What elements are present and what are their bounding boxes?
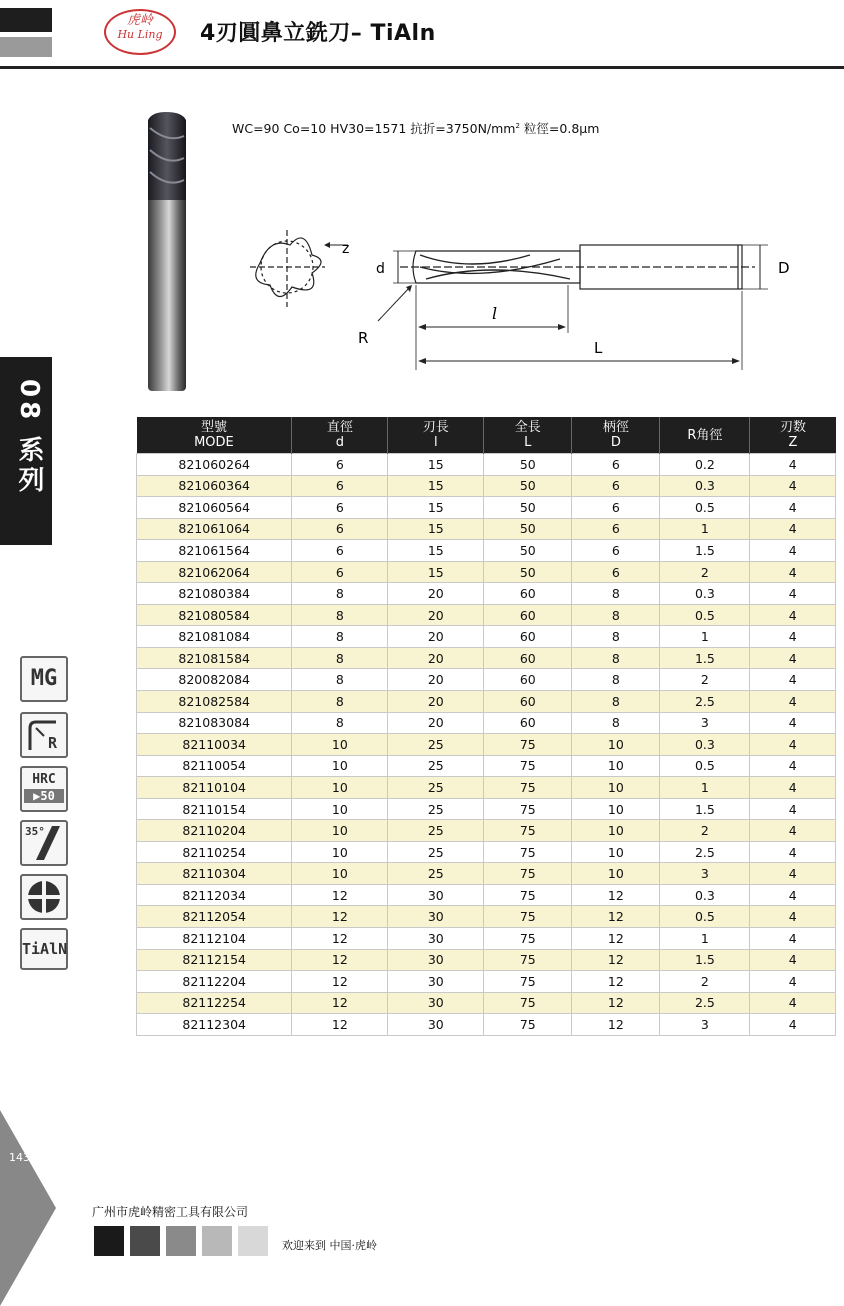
table-cell: 821060564 — [137, 497, 292, 519]
table-cell: 821061064 — [137, 518, 292, 540]
table-cell: 12 — [572, 906, 660, 928]
table-cell: 4 — [750, 971, 836, 993]
table-cell: 15 — [388, 497, 484, 519]
table-cell: 4 — [750, 647, 836, 669]
table-cell: 2 — [660, 669, 750, 691]
table-cell: 82112154 — [137, 949, 292, 971]
table-cell: 12 — [572, 949, 660, 971]
table-cell: 82112204 — [137, 971, 292, 993]
brand-logo — [104, 9, 176, 55]
table-cell: 75 — [484, 1014, 572, 1036]
angle-label: 35° — [25, 825, 45, 838]
column-header — [137, 417, 292, 454]
table-row — [137, 863, 836, 885]
table-row — [137, 949, 836, 971]
table-cell: 6 — [292, 454, 388, 476]
table-cell: 20 — [388, 604, 484, 626]
table-row — [137, 992, 836, 1014]
table-cell: 10 — [292, 755, 388, 777]
table-cell: 4 — [750, 454, 836, 476]
table-cell: 4 — [750, 992, 836, 1014]
table-cell: 8 — [292, 604, 388, 626]
color-swatch — [238, 1226, 268, 1256]
table-cell: 4 — [750, 669, 836, 691]
table-cell: 12 — [572, 992, 660, 1014]
table-cell: 8 — [292, 712, 388, 734]
table-row — [137, 518, 836, 540]
hrc-icon — [20, 766, 68, 812]
table-cell: 25 — [388, 863, 484, 885]
hrc-value: ▶50 — [24, 789, 64, 803]
table-cell: 4 — [750, 691, 836, 713]
table-cell: 8 — [292, 647, 388, 669]
table-cell: 3 — [660, 1014, 750, 1036]
company-name: 广州市虎岭精密工具有限公司 — [92, 1205, 249, 1219]
table-cell: 15 — [388, 540, 484, 562]
table-cell: 12 — [292, 884, 388, 906]
spec-text: WC=90 Co=10 HV30=1571 抗折=3750N/mm — [232, 121, 516, 136]
table-cell: 10 — [572, 820, 660, 842]
table-cell: 0.3 — [660, 884, 750, 906]
table-cell: 20 — [388, 626, 484, 648]
table-cell: 30 — [388, 992, 484, 1014]
table-cell: 12 — [292, 906, 388, 928]
column-header — [484, 417, 572, 454]
page-number: 143 — [9, 1151, 30, 1164]
table-body — [137, 454, 836, 1036]
table-cell: 6 — [572, 475, 660, 497]
table-cell: 4 — [750, 540, 836, 562]
page-number-tab — [0, 1110, 56, 1306]
table-cell: 3 — [660, 712, 750, 734]
table-cell: 60 — [484, 647, 572, 669]
table-cell: 8 — [292, 669, 388, 691]
table-cell: 821061564 — [137, 540, 292, 562]
table-cell: 12 — [292, 928, 388, 950]
column-header-cn: 刃数 — [779, 420, 806, 435]
table-cell: 0.5 — [660, 604, 750, 626]
table-cell: 821083084 — [137, 712, 292, 734]
table-cell: 8 — [572, 626, 660, 648]
table-cell: 12 — [572, 884, 660, 906]
table-cell: 20 — [388, 647, 484, 669]
table-cell: 10 — [292, 798, 388, 820]
four-flute-icon — [20, 874, 68, 920]
table-cell: 82110054 — [137, 755, 292, 777]
table-cell: 82110154 — [137, 798, 292, 820]
label-z: z — [342, 241, 350, 257]
table-row — [137, 734, 836, 756]
table-cell: 1.5 — [660, 540, 750, 562]
table-cell: 75 — [484, 928, 572, 950]
table-cell: 12 — [292, 992, 388, 1014]
tialn-coating-icon — [20, 928, 68, 970]
column-header — [572, 417, 660, 454]
table-cell: 82110254 — [137, 841, 292, 863]
table-row — [137, 497, 836, 519]
table-cell: 30 — [388, 928, 484, 950]
table-cell: 20 — [388, 669, 484, 691]
table-cell: 1.5 — [660, 949, 750, 971]
table-cell: 25 — [388, 755, 484, 777]
table-cell: 4 — [750, 863, 836, 885]
table-cell: 50 — [484, 561, 572, 583]
table-cell: 4 — [750, 518, 836, 540]
table-cell: 0.5 — [660, 906, 750, 928]
table-cell: 50 — [484, 540, 572, 562]
column-header-en: l — [433, 435, 438, 450]
column-header-cn: 全長 — [514, 420, 541, 435]
table-cell: 10 — [572, 841, 660, 863]
table-cell: 82110034 — [137, 734, 292, 756]
table-row — [137, 798, 836, 820]
label-d: d — [376, 261, 385, 277]
table-cell: 60 — [484, 669, 572, 691]
table-cell: 15 — [388, 454, 484, 476]
table-cell: 821082584 — [137, 691, 292, 713]
table-cell: 75 — [484, 755, 572, 777]
table-cell: 4 — [750, 583, 836, 605]
table-cell: 12 — [292, 971, 388, 993]
table-cell: 75 — [484, 971, 572, 993]
table-cell: 75 — [484, 777, 572, 799]
logo-en: Hu Ling — [117, 28, 163, 41]
table-row — [137, 691, 836, 713]
table-cell: 30 — [388, 1014, 484, 1036]
table-cell: 4 — [750, 604, 836, 626]
table-cell: 82112054 — [137, 906, 292, 928]
table-cell: 4 — [750, 928, 836, 950]
table-cell: 30 — [388, 884, 484, 906]
column-header-en: Z — [788, 435, 798, 450]
table-cell: 4 — [750, 949, 836, 971]
table-cell: 60 — [484, 626, 572, 648]
table-cell: 25 — [388, 777, 484, 799]
table-row — [137, 841, 836, 863]
table-cell: 8 — [292, 691, 388, 713]
column-header-en: D — [610, 435, 621, 450]
spec-grain: 粒徑=0.8μm — [519, 121, 600, 136]
table-cell: 60 — [484, 712, 572, 734]
table-row — [137, 906, 836, 928]
table-cell: 821081084 — [137, 626, 292, 648]
table-cell: 75 — [484, 906, 572, 928]
table-cell: 75 — [484, 884, 572, 906]
color-swatch — [94, 1226, 124, 1256]
end-mill-photo — [130, 108, 200, 396]
table-cell: 1 — [660, 777, 750, 799]
table-cell: 60 — [484, 604, 572, 626]
table-cell: 4 — [750, 841, 836, 863]
table-cell: 4 — [750, 712, 836, 734]
table-cell: 821080584 — [137, 604, 292, 626]
table-cell: 4 — [750, 561, 836, 583]
table-cell: 10 — [292, 734, 388, 756]
table-cell: 12 — [572, 928, 660, 950]
table-cell: 20 — [388, 691, 484, 713]
header-divider — [0, 66, 844, 69]
table-cell: 30 — [388, 949, 484, 971]
mg-grade-icon — [20, 656, 68, 702]
table-cell: 10 — [572, 798, 660, 820]
table-row — [137, 820, 836, 842]
table-cell: 0.3 — [660, 475, 750, 497]
table-row — [137, 583, 836, 605]
table-cell: 1.5 — [660, 647, 750, 669]
table-cell: 3 — [660, 863, 750, 885]
table-row — [137, 1014, 836, 1036]
table-cell: 12 — [292, 1014, 388, 1036]
table-cell: 2.5 — [660, 992, 750, 1014]
table-cell: 25 — [388, 841, 484, 863]
table-cell: 82110204 — [137, 820, 292, 842]
table-cell: 821060264 — [137, 454, 292, 476]
table-row — [137, 777, 836, 799]
color-swatch — [202, 1226, 232, 1256]
table-cell: 20 — [388, 712, 484, 734]
table-cell: 0.3 — [660, 734, 750, 756]
column-header-cn: R角徑 — [687, 427, 723, 443]
table-cell: 75 — [484, 734, 572, 756]
column-header — [388, 417, 484, 454]
table-cell: 6 — [292, 497, 388, 519]
helix-angle-icon — [20, 820, 68, 866]
table-cell: 8 — [572, 712, 660, 734]
table-cell: 2.5 — [660, 691, 750, 713]
logo-cn: 虎岭 — [126, 13, 153, 28]
table-cell: 82112254 — [137, 992, 292, 1014]
table-cell: 75 — [484, 949, 572, 971]
table-row — [137, 626, 836, 648]
table-cell: 6 — [572, 561, 660, 583]
label-L: L — [594, 339, 603, 357]
table-cell: 0.5 — [660, 497, 750, 519]
table-cell: 6 — [572, 454, 660, 476]
table-row — [137, 712, 836, 734]
table-row — [137, 561, 836, 583]
header-bar-grey — [0, 37, 52, 57]
side-view — [400, 245, 755, 289]
table-cell: 50 — [484, 497, 572, 519]
table-cell: 75 — [484, 841, 572, 863]
product-table — [136, 417, 836, 1036]
table-cell: 25 — [388, 798, 484, 820]
table-cell: 6 — [572, 518, 660, 540]
technical-drawing — [230, 215, 810, 385]
table-cell: 25 — [388, 820, 484, 842]
table-cell: 2 — [660, 971, 750, 993]
table-cell: 4 — [750, 475, 836, 497]
table-cell: 15 — [388, 561, 484, 583]
table-cell: 4 — [750, 884, 836, 906]
table-cell: 8 — [572, 691, 660, 713]
table-cell: 15 — [388, 518, 484, 540]
table-cell: 821081584 — [137, 647, 292, 669]
label-D: D — [778, 259, 790, 277]
corner-radius-icon — [20, 712, 68, 758]
end-view — [250, 230, 325, 307]
column-header-cn: 刃長 — [422, 420, 449, 435]
color-swatch — [166, 1226, 196, 1256]
table-cell: 25 — [388, 734, 484, 756]
column-header-en: MODE — [194, 435, 234, 450]
table-cell: 8 — [572, 647, 660, 669]
table-cell: 821060364 — [137, 475, 292, 497]
table-cell: 0.5 — [660, 755, 750, 777]
table-cell: 12 — [572, 971, 660, 993]
table-cell: 4 — [750, 626, 836, 648]
column-header-cn: 柄徑 — [602, 420, 629, 435]
table-cell: 2 — [660, 561, 750, 583]
table-header-row — [137, 417, 836, 454]
table-row — [137, 647, 836, 669]
table-cell: 10 — [572, 777, 660, 799]
table-cell: 10 — [292, 777, 388, 799]
series-label: 08 系列 — [14, 379, 44, 497]
table-cell: 4 — [750, 755, 836, 777]
table-row — [137, 669, 836, 691]
table-cell: 1 — [660, 928, 750, 950]
table-cell: 8 — [572, 583, 660, 605]
r-label: R — [48, 734, 58, 752]
table-cell: 6 — [292, 518, 388, 540]
label-l: l — [492, 304, 498, 323]
table-cell: 4 — [750, 1014, 836, 1036]
table-cell: 82110304 — [137, 863, 292, 885]
column-header-en: d — [335, 435, 344, 450]
column-header — [660, 417, 750, 454]
table-row — [137, 475, 836, 497]
column-header — [750, 417, 836, 454]
helix-glyph — [22, 822, 66, 864]
table-cell: 0.3 — [660, 583, 750, 605]
table-cell: 30 — [388, 971, 484, 993]
hrc-label: HRC — [32, 772, 56, 787]
table-cell: 75 — [484, 992, 572, 1014]
table-cell: 10 — [292, 841, 388, 863]
table-cell: 2 — [660, 820, 750, 842]
table-row — [137, 971, 836, 993]
tialn-label: TiAlN — [22, 940, 68, 958]
table-cell: 15 — [388, 475, 484, 497]
material-spec — [232, 119, 599, 137]
table-cell: 60 — [484, 583, 572, 605]
table-cell: 1.5 — [660, 798, 750, 820]
table-row — [137, 604, 836, 626]
table-row — [137, 540, 836, 562]
table-cell: 4 — [750, 906, 836, 928]
table-row — [137, 884, 836, 906]
table-cell: 0.2 — [660, 454, 750, 476]
page-title: 4刃圓鼻立銑刀– TiAln — [200, 21, 436, 46]
table-cell: 4 — [750, 798, 836, 820]
column-header-cn: 型號 — [200, 420, 227, 435]
series-side-tab — [0, 357, 52, 545]
table-cell: 10 — [572, 734, 660, 756]
table-cell: 10 — [292, 863, 388, 885]
table-row — [137, 454, 836, 476]
table-cell: 820082084 — [137, 669, 292, 691]
table-cell: 6 — [292, 540, 388, 562]
table-cell: 4 — [750, 734, 836, 756]
table-cell: 75 — [484, 798, 572, 820]
color-swatch — [130, 1226, 160, 1256]
table-cell: 2.5 — [660, 841, 750, 863]
table-cell: 50 — [484, 475, 572, 497]
table-cell: 50 — [484, 518, 572, 540]
table-cell: 821080384 — [137, 583, 292, 605]
table-cell: 6 — [572, 497, 660, 519]
table-row — [137, 755, 836, 777]
corner-radius-glyph — [22, 714, 66, 756]
table-cell: 10 — [572, 863, 660, 885]
welcome-text: 欢迎来到 中国·虎岭 — [282, 1239, 377, 1252]
table-cell: 1 — [660, 626, 750, 648]
table-cell: 82112304 — [137, 1014, 292, 1036]
table-cell: 1 — [660, 518, 750, 540]
table-cell: 50 — [484, 454, 572, 476]
table-cell: 4 — [750, 777, 836, 799]
table-cell: 60 — [484, 691, 572, 713]
table-cell: 4 — [750, 497, 836, 519]
four-flute-glyph — [22, 876, 66, 918]
table-cell: 10 — [292, 820, 388, 842]
table-cell: 6 — [292, 475, 388, 497]
table-cell: 12 — [292, 949, 388, 971]
header-bar-dark — [0, 8, 52, 32]
table-cell: 75 — [484, 863, 572, 885]
column-header — [292, 417, 388, 454]
table-cell: 8 — [572, 669, 660, 691]
table-cell: 12 — [572, 1014, 660, 1036]
table-cell: 82112034 — [137, 884, 292, 906]
label-R: R — [358, 329, 369, 347]
table-cell: 6 — [292, 561, 388, 583]
table-cell: 821062064 — [137, 561, 292, 583]
table-cell: 8 — [292, 626, 388, 648]
table-cell: 4 — [750, 820, 836, 842]
column-header-cn: 直徑 — [326, 420, 353, 435]
table-cell: 10 — [572, 755, 660, 777]
spec-sup: 2 — [515, 121, 520, 130]
table-cell: 30 — [388, 906, 484, 928]
table-cell: 82110104 — [137, 777, 292, 799]
table-cell: 8 — [572, 604, 660, 626]
table-row — [137, 928, 836, 950]
table-cell: 8 — [292, 583, 388, 605]
table-cell: 6 — [572, 540, 660, 562]
table-cell: 75 — [484, 820, 572, 842]
table-cell: 82112104 — [137, 928, 292, 950]
mg-label: MG — [30, 666, 58, 691]
table-cell: 20 — [388, 583, 484, 605]
column-header-en: L — [524, 435, 532, 450]
